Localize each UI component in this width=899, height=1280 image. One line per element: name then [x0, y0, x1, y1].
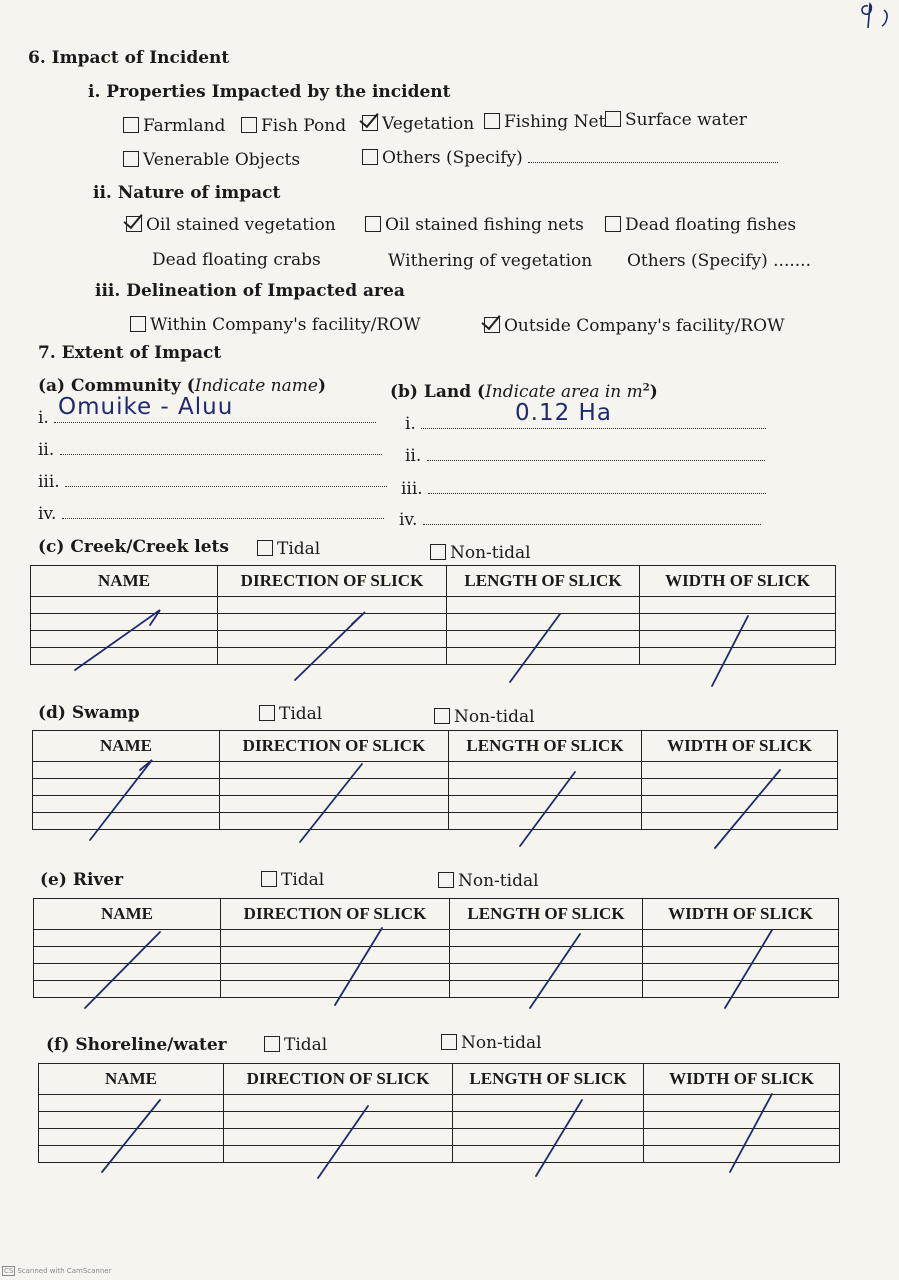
property-fishing-net[interactable]: Fishing Net — [484, 112, 605, 132]
property-others[interactable]: Others (Specify) — [362, 148, 778, 168]
header-length: LENGTH OF SLICK — [450, 899, 643, 930]
shoreline-tidal[interactable]: Tidal — [264, 1035, 327, 1055]
creek-slick-table — [30, 565, 836, 665]
creek-tidal[interactable]: Tidal — [257, 539, 320, 559]
table-row — [33, 796, 838, 813]
land-row-2[interactable]: ii. — [405, 446, 765, 466]
vegetation-checkbox[interactable] — [362, 115, 378, 131]
header-name: NAME — [34, 899, 221, 930]
table-row — [31, 597, 836, 614]
river-label: (e) River — [40, 870, 124, 890]
table-row — [33, 813, 838, 830]
river-nontidal[interactable]: Non-tidal — [438, 871, 539, 891]
nature-dead-crabs: Dead floating crabs — [152, 250, 321, 270]
swamp-nontidal-checkbox[interactable] — [434, 708, 450, 724]
venerable-objects-checkbox[interactable] — [123, 151, 139, 167]
within-facility-checkbox[interactable] — [130, 316, 146, 332]
surface-water-checkbox[interactable] — [605, 111, 621, 127]
shoreline-label: (f) Shoreline/water — [46, 1035, 227, 1055]
header-length: LENGTH OF SLICK — [453, 1064, 644, 1095]
community-row-1[interactable]: i. — [38, 408, 376, 428]
land-row-3[interactable]: iii. — [401, 479, 766, 499]
property-fish-pond[interactable]: Fish Pond — [241, 116, 346, 136]
property-farmland[interactable]: Farmland — [123, 116, 225, 136]
shoreline-nontidal[interactable]: Non-tidal — [441, 1033, 542, 1053]
header-direction: DIRECTION OF SLICK — [220, 731, 449, 762]
others-fill-line[interactable] — [528, 161, 778, 163]
dead-fishes-checkbox[interactable] — [605, 216, 621, 232]
others-checkbox[interactable] — [362, 149, 378, 165]
land-label: (b) Land (Indicate area in $m^2$) — [390, 382, 658, 402]
land-row-1[interactable]: i. — [405, 414, 766, 434]
outside-facility-checkbox[interactable] — [484, 317, 500, 333]
header-length: LENGTH OF SLICK — [447, 566, 640, 597]
fishing-net-checkbox[interactable] — [484, 113, 500, 129]
header-name: NAME — [33, 731, 220, 762]
table-row — [33, 762, 838, 779]
swamp-tidal[interactable]: Tidal — [259, 704, 322, 724]
table-row — [31, 631, 836, 648]
creek-label: (c) Creek/Creek lets — [38, 537, 229, 557]
header-name: NAME — [39, 1064, 224, 1095]
creek-nontidal[interactable]: Non-tidal — [430, 543, 531, 563]
table-row — [34, 981, 839, 998]
header-direction: DIRECTION OF SLICK — [221, 899, 450, 930]
camscanner-logo: CS — [4, 1267, 14, 1275]
table-row — [33, 779, 838, 796]
shoreline-tidal-checkbox[interactable] — [264, 1036, 280, 1052]
swamp-label: (d) Swamp — [38, 703, 140, 723]
table-row — [34, 930, 839, 947]
creek-nontidal-checkbox[interactable] — [430, 544, 446, 560]
header-name: NAME — [31, 566, 218, 597]
section-6-title: 6. Impact of Incident — [28, 48, 230, 68]
delineation-within[interactable]: Within Company's facility/ROW — [130, 315, 421, 335]
section-7-title: 7. Extent of Impact — [38, 343, 222, 363]
shoreline-nontidal-checkbox[interactable] — [441, 1034, 457, 1050]
delineation-outside[interactable]: Outside Company's facility/ROW — [484, 316, 785, 336]
header-length: LENGTH OF SLICK — [449, 731, 642, 762]
oil-stained-nets-checkbox[interactable] — [365, 216, 381, 232]
header-width: WIDTH OF SLICK — [644, 1064, 840, 1095]
nature-dead-fishes[interactable]: Dead floating fishes — [605, 215, 796, 235]
community-handwritten-entry: Omuike - Aluu — [58, 394, 234, 420]
header-width: WIDTH OF SLICK — [642, 731, 838, 762]
header-width: WIDTH OF SLICK — [640, 566, 836, 597]
river-nontidal-checkbox[interactable] — [438, 872, 454, 888]
fish-pond-checkbox[interactable] — [241, 117, 257, 133]
nature-heading: ii. Nature of impact — [93, 183, 281, 203]
nature-withering: Withering of vegetation — [388, 251, 593, 271]
table-row — [39, 1129, 840, 1146]
land-row-4[interactable]: iv. — [399, 510, 761, 530]
table-row — [34, 964, 839, 981]
property-vegetation[interactable]: Vegetation — [362, 114, 474, 134]
river-tidal-checkbox[interactable] — [261, 871, 277, 887]
nature-others: Others (Specify) ....... — [627, 251, 811, 271]
community-row-4[interactable]: iv. — [38, 504, 384, 524]
creek-tidal-checkbox[interactable] — [257, 540, 273, 556]
properties-heading: i. Properties Impacted by the incident — [88, 82, 451, 102]
corner-page-number-scribble — [856, 0, 896, 34]
river-tidal[interactable]: Tidal — [261, 870, 324, 890]
swamp-nontidal[interactable]: Non-tidal — [434, 707, 535, 727]
community-row-3[interactable]: iii. — [38, 472, 387, 492]
property-surface-water[interactable]: Surface water — [605, 110, 747, 130]
header-width: WIDTH OF SLICK — [643, 899, 839, 930]
table-row — [39, 1095, 840, 1112]
farmland-checkbox[interactable] — [123, 117, 139, 133]
swamp-slick-table — [32, 730, 838, 830]
nature-oil-stained-nets[interactable]: Oil stained fishing nets — [365, 215, 584, 235]
header-direction: DIRECTION OF SLICK — [218, 566, 447, 597]
table-row — [39, 1112, 840, 1129]
community-row-2[interactable]: ii. — [38, 440, 382, 460]
community-label: (a) Community (Indicate name) — [38, 376, 326, 396]
table-row — [34, 947, 839, 964]
land-handwritten-entry: 0.12 Ha — [515, 400, 612, 426]
scanner-footer: CS Scanned with CamScanner — [4, 1267, 112, 1275]
property-venerable-objects[interactable]: Venerable Objects — [123, 150, 300, 170]
river-slick-table — [33, 898, 839, 998]
table-row — [31, 614, 836, 631]
delineation-heading: iii. Delineation of Impacted area — [95, 281, 405, 301]
table-row — [39, 1146, 840, 1163]
oil-stained-vegetation-checkbox[interactable] — [126, 216, 142, 232]
header-direction: DIRECTION OF SLICK — [224, 1064, 453, 1095]
table-row — [31, 648, 836, 665]
swamp-tidal-checkbox[interactable] — [259, 705, 275, 721]
nature-oil-stained-vegetation[interactable]: Oil stained vegetation — [126, 215, 336, 235]
shoreline-slick-table — [38, 1063, 840, 1163]
